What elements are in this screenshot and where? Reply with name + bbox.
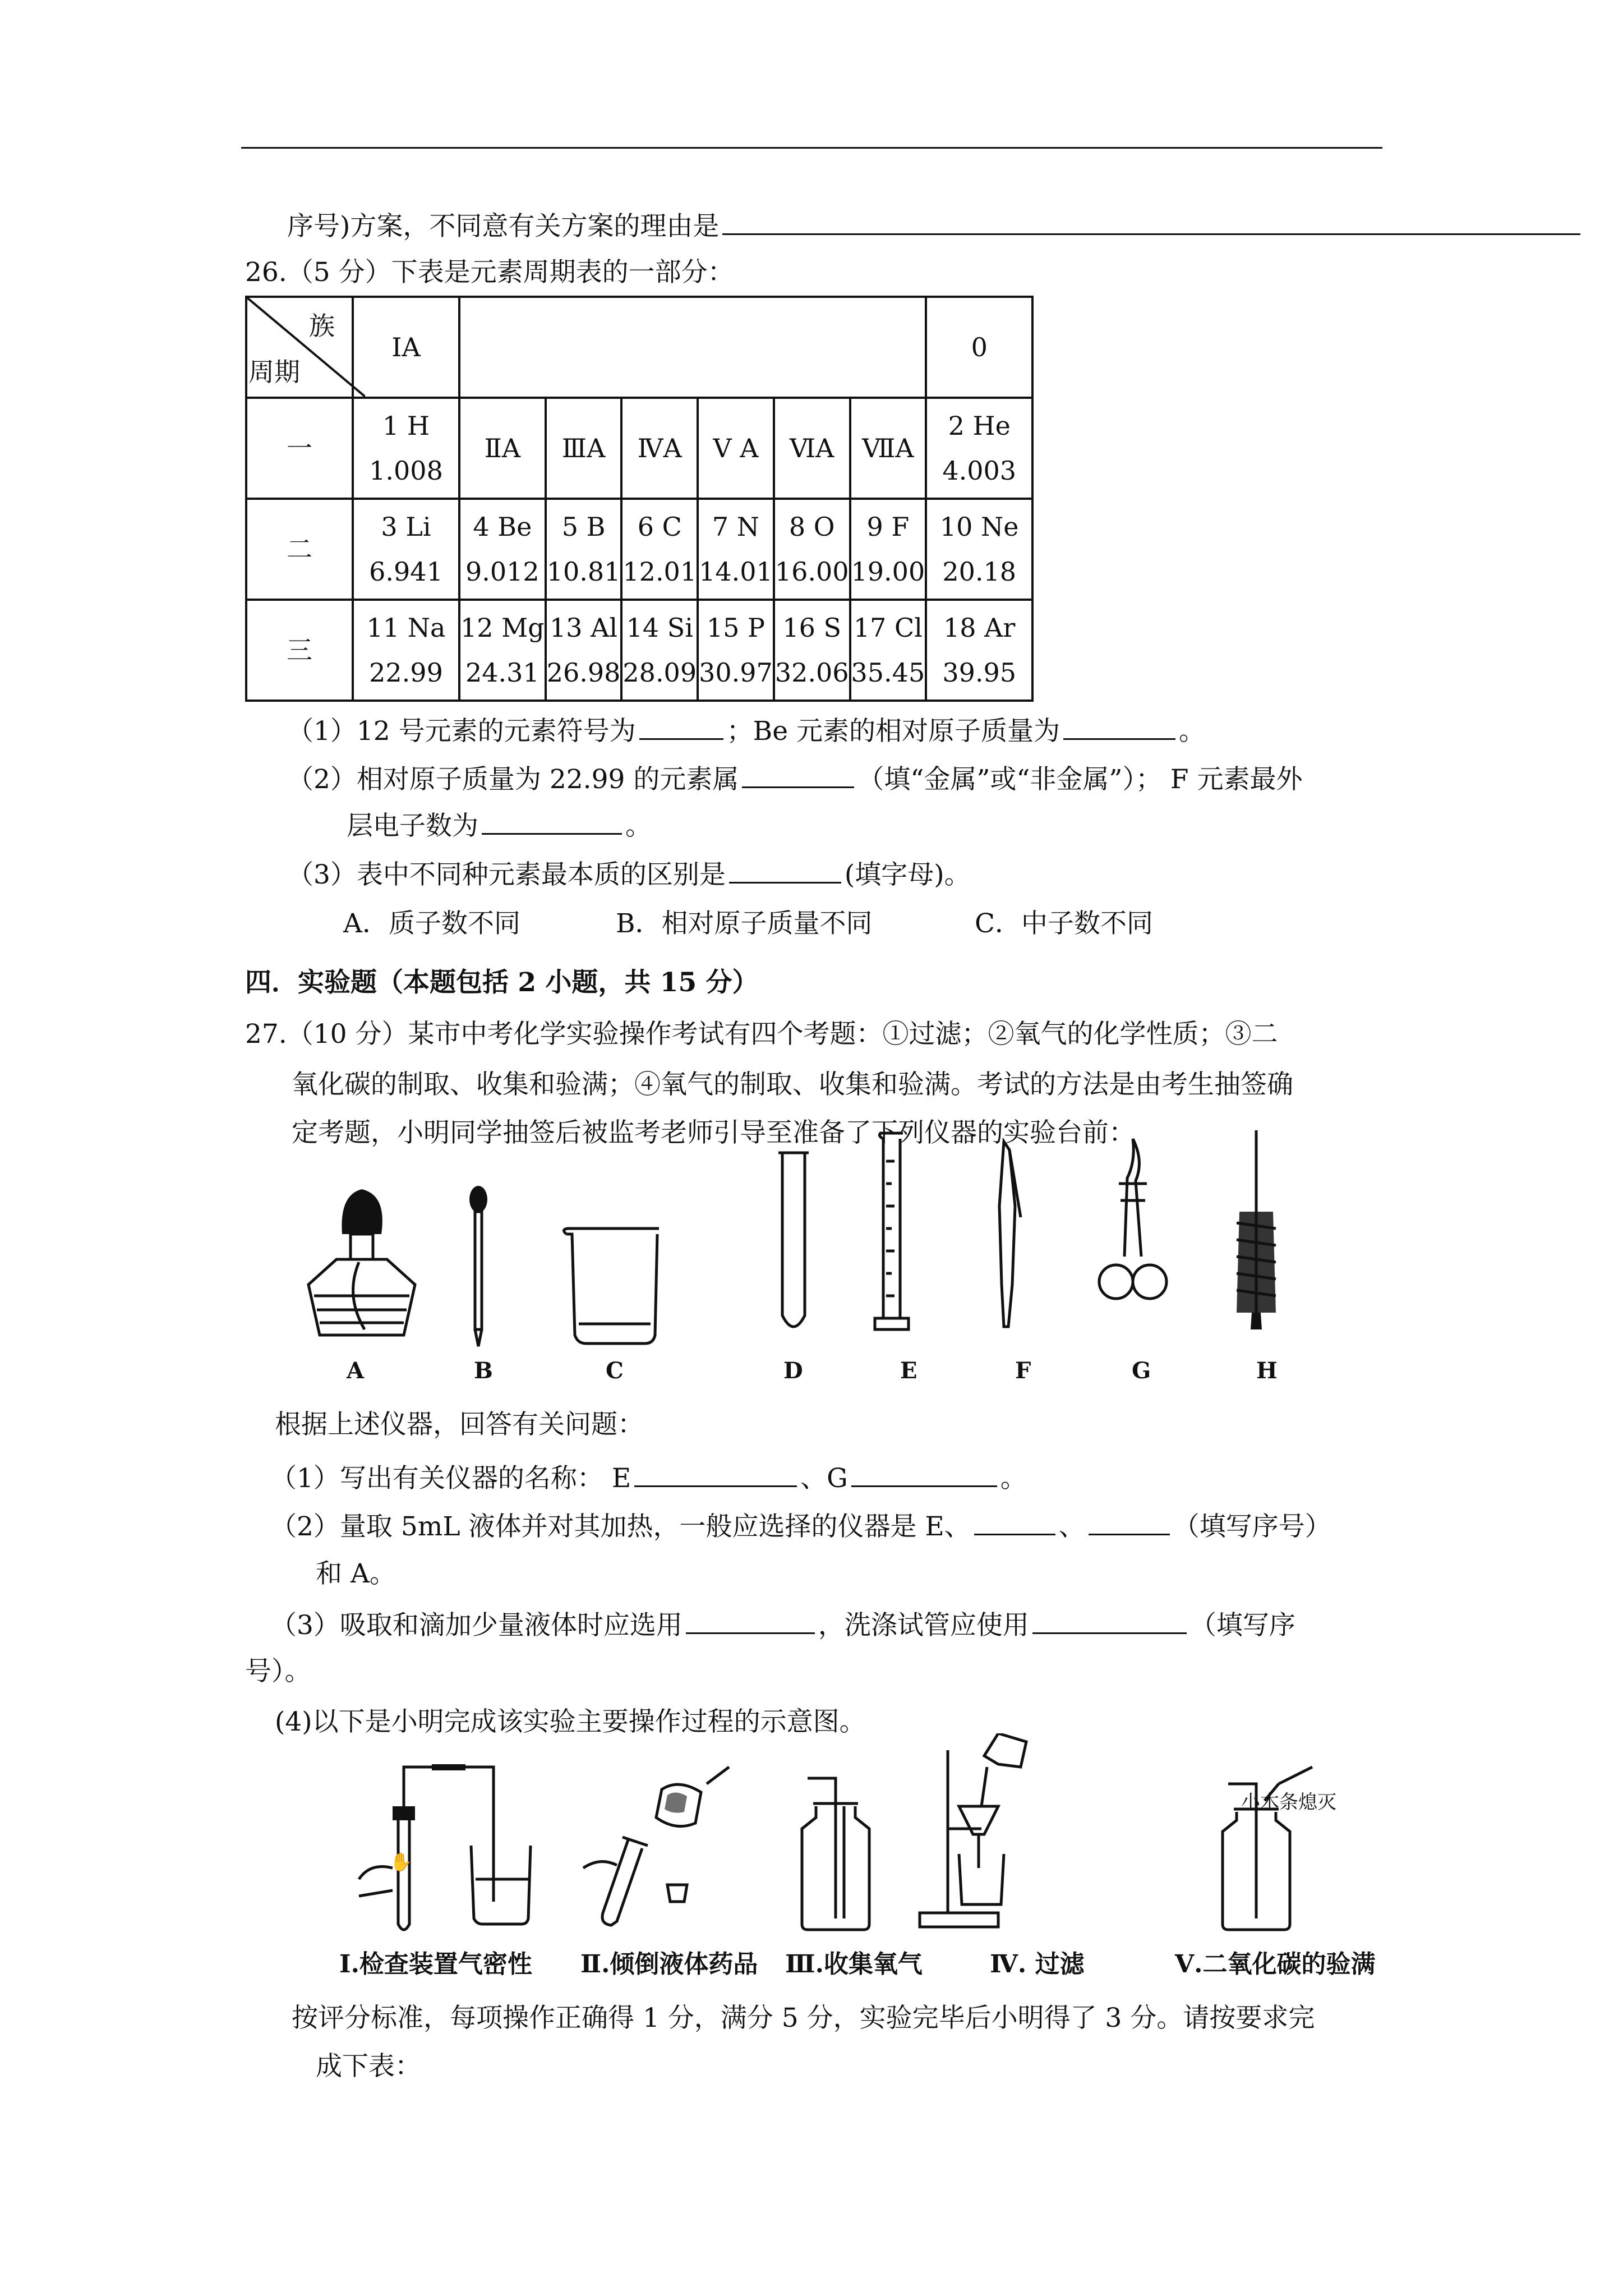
group-label: ⅢA: [546, 398, 622, 499]
q27-sub3-cont: 号）。: [245, 1656, 311, 1687]
dropper-icon: [469, 1186, 487, 1346]
answer-blank[interactable]: [482, 808, 622, 835]
element-cell: 9 F 19.00: [850, 499, 926, 600]
q27-sub2-cont: 和 A。: [316, 1558, 396, 1589]
instrument-label-d: D: [783, 1358, 803, 1384]
svg-text:✋: ✋: [390, 1851, 412, 1872]
q27-grading-line2: 成下表：: [316, 2051, 421, 2082]
element-cell: 12 Mg 24.31: [459, 600, 546, 701]
instrument-label-a: A: [347, 1358, 365, 1384]
group-label: ⅣA: [621, 398, 698, 499]
header-rule: [241, 147, 1382, 149]
test-tube-icon: [778, 1153, 809, 1327]
beaker-icon: [564, 1228, 659, 1343]
instrument-label-f: F: [1015, 1358, 1031, 1384]
corner-group-label: 族: [309, 311, 335, 341]
answer-blank[interactable]: [1032, 1608, 1187, 1634]
answer-blank[interactable]: [1063, 714, 1175, 740]
test-tube-brush-icon: [1237, 1130, 1276, 1329]
period-label: 一: [246, 398, 353, 499]
element-cell: 8 O 16.00: [774, 499, 850, 600]
q26-sub2-cont: 层电子数为 。: [347, 808, 652, 843]
instrument-label-c: C: [606, 1358, 624, 1384]
q27-sub2: （2）量取 5mL 液体并对其加热，一般应选择的仪器是 E、 、 （填写序号）: [270, 1509, 1331, 1544]
alcohol-lamp-icon: [308, 1189, 415, 1335]
instrument-label-h: H: [1256, 1358, 1278, 1384]
periodic-table: [245, 296, 1034, 702]
q27-line1: 27.（10 分）某市中考化学实验操作考试有四个考题：①过滤；②氧气的化学性质；③二: [245, 1019, 1278, 1050]
answer-blank[interactable]: [729, 857, 841, 884]
element-cell: 16 S 32.06: [774, 600, 850, 701]
instrument-label-b: B: [474, 1358, 493, 1384]
answer-blank[interactable]: [686, 1608, 815, 1634]
group-label: ⅦA: [850, 398, 926, 499]
step5-note: 小木条熄灭: [1241, 1791, 1336, 1814]
instrument-label-e: E: [900, 1358, 917, 1384]
filtration-icon: [920, 1733, 1026, 1927]
answer-blank[interactable]: [634, 1461, 797, 1487]
group-1a-header: IA: [353, 297, 459, 398]
q26-option-a: A．质子数不同: [343, 908, 520, 939]
q27-sub4: (4)以下是小明完成该实验主要操作过程的示意图。: [275, 1706, 866, 1737]
instrument-label-g: G: [1132, 1358, 1151, 1384]
element-cell: 6 C 12.01: [621, 499, 698, 600]
answer-blank[interactable]: [1089, 1509, 1170, 1535]
corner-period-label: 周期: [248, 357, 300, 387]
step-label-2: Ⅱ.倾倒液体药品: [580, 1950, 758, 1978]
graduated-cylinder-icon: [875, 1133, 909, 1329]
collect-oxygen-icon: [802, 1778, 869, 1930]
q26-sub3: （3）表中不同种元素最本质的区别是 (填字母)。: [287, 857, 971, 892]
answer-blank[interactable]: [974, 1509, 1055, 1535]
group-label: ⅡA: [459, 398, 546, 499]
operations-figure: [336, 1733, 1402, 1958]
q27-sub1: （1）写出有关仪器的名称： E 、G 。: [270, 1461, 1027, 1496]
element-cell: 15 P 30.97: [698, 600, 774, 701]
blank-header-span: [459, 297, 926, 398]
table-corner-cell: [246, 297, 353, 398]
q26-header: 26.（5 分）下表是元素周期表的一部分：: [245, 257, 734, 288]
prev-question-continuation: [287, 209, 1584, 243]
q27-line2: 氧化碳的制取、收集和验满；④氧气的制取、收集和验满。考试的方法是由考生抽签确: [292, 1069, 1293, 1100]
element-cell: 14 Si 28.09: [621, 600, 698, 701]
q26-option-c: C．中子数不同: [975, 908, 1153, 939]
q27-line3: 定考题，小明同学抽签后被监考老师引导至准备了下列仪器的实验台前：: [292, 1117, 1135, 1148]
test-tube-clamp-icon: [999, 1142, 1021, 1327]
element-cell: 13 Al 26.98: [546, 600, 622, 701]
element-cell: 1 H 1.008: [353, 398, 459, 499]
group-label: ⅥA: [774, 398, 850, 499]
step-label-3: Ⅲ.收集氧气: [785, 1950, 923, 1978]
element-cell: 17 Cl 35.45: [850, 600, 926, 701]
q26-sub2: （2）相对原子质量为 22.99 的元素属 （填“金属”或“非金属”）； F 元素最外: [287, 762, 1302, 797]
instruments-figure: [292, 1128, 1357, 1380]
period-label: 二: [246, 499, 353, 600]
element-cell: 7 N 14.01: [698, 499, 774, 600]
element-cell: 10 Ne 20.18: [926, 499, 1032, 600]
element-cell: 11 Na 22.99: [353, 600, 459, 701]
element-cell: 18 Ar 39.95: [926, 600, 1032, 701]
group-label: Ⅴ A: [698, 398, 774, 499]
group-0-header: 0: [926, 297, 1032, 398]
q27-intro: 根据上述仪器，回答有关问题：: [275, 1409, 644, 1440]
step-label-4: Ⅳ. 过滤: [990, 1950, 1085, 1978]
answer-blank[interactable]: [742, 762, 854, 788]
prev-text: 序号)方案，不同意有关方案的理由是: [287, 211, 720, 242]
q26-sub1: （1）12 号元素的元素符号为 ；Be 元素的相对原子质量为 。: [287, 714, 1205, 748]
q27-sub3: （3）吸取和滴加少量液体时应选用 ，洗涤试管应使用 （填写序: [270, 1608, 1295, 1642]
element-cell: 2 He 4.003: [926, 398, 1032, 499]
q27-grading-line1: 按评分标准，每项操作正确得 1 分，满分 5 分，实验完毕后小明得了 3 分。请按要求完: [292, 2003, 1315, 2033]
answer-blank[interactable]: [722, 209, 1580, 235]
element-cell: 3 Li 6.941: [353, 499, 459, 600]
element-cell: 4 Be 9.012: [459, 499, 546, 600]
answer-blank[interactable]: [639, 714, 723, 740]
step-label-5: Ⅴ.二氧化碳的验满: [1175, 1950, 1376, 1978]
crucible-tongs-icon: [1099, 1139, 1166, 1299]
airtightness-check-icon: [359, 1764, 531, 1930]
pouring-liquid-icon: [583, 1767, 729, 1925]
answer-blank[interactable]: [851, 1461, 997, 1487]
period-label: 三: [246, 600, 353, 701]
step-label-1: Ⅰ.检查装置气密性: [339, 1950, 532, 1978]
element-cell: 5 B 10.81: [546, 499, 622, 600]
section-4-title: 四．实验题（本题包括 2 小题，共 15 分）: [245, 967, 759, 998]
q26-option-b: B．相对原子质量不同: [616, 908, 873, 939]
